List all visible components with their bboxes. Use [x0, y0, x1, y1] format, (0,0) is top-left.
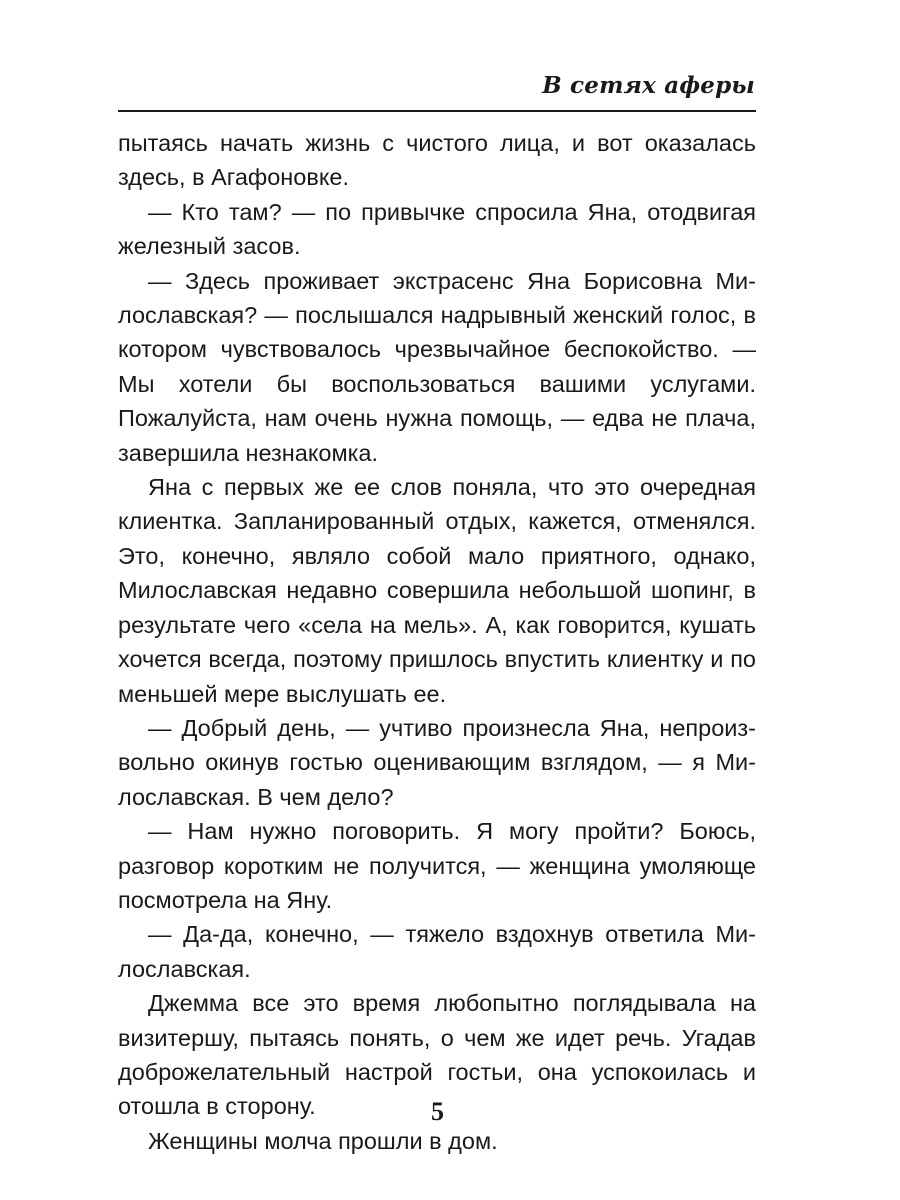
- paragraph: — Добрый день, — учтиво произнесла Яна, непроизвольно окинув гостью оценивающим взглядом, — я Милославская. В чем дело?: [118, 714, 756, 810]
- paragraph: пытаясь начать жизнь с чистого лица, и вот оказалась здесь, в Агафоновке.: [118, 130, 756, 191]
- paragraph: — Кто там? — по привычке спросила Яна, отодвигая железный засов.: [118, 198, 756, 260]
- text-body: [118, 126, 756, 1158]
- header-rule: [118, 110, 756, 112]
- paragraph: Джемма все это время любопытно поглядывала на визитершу, пытаясь понять, о чем же идет речь. Угадав доброжелательный настрой гостьи, она успокоилась и отошла в сторону.: [118, 990, 756, 1120]
- paragraph: — Нам нужно поговорить. Я могу пройти? Боюсь, разговор коротким не получится, — женщина умоляюще посмотрела на Яну.: [118, 818, 756, 913]
- paragraph: — Здесь проживает экстрасенс Яна Борисовна Милославская? — послышался надрывный женский голос, в котором чувствовалось чрезвычайное беспокойство. — Мы хотели бы воспользоваться вашими услугами. Пожалуйста, нам очень нужна помощь, — едва не плача, завершила незнакомка.: [118, 267, 756, 466]
- paragraph: — Да-да, конечно, — тяжело вздохнув ответила Милославская.: [118, 921, 756, 982]
- paragraph: Яна с первых же ее слов поняла, что это очередная клиентка. Запланированный отдых, кажется, отменялся. Это, конечно, являло собой мало приятного, однако, Милославская недавно совершила небольшой шопинг, в результате чего «села на мель». А, как говорится, кушать хочется всегда, поэтому пришлось впустить клиентку и по меньшей мере выслушать ее.: [118, 474, 756, 707]
- page-number: 5: [431, 1097, 444, 1126]
- paragraph: Женщины молча прошли в дом.: [148, 1127, 498, 1154]
- running-title: В сетях аферы: [542, 72, 755, 99]
